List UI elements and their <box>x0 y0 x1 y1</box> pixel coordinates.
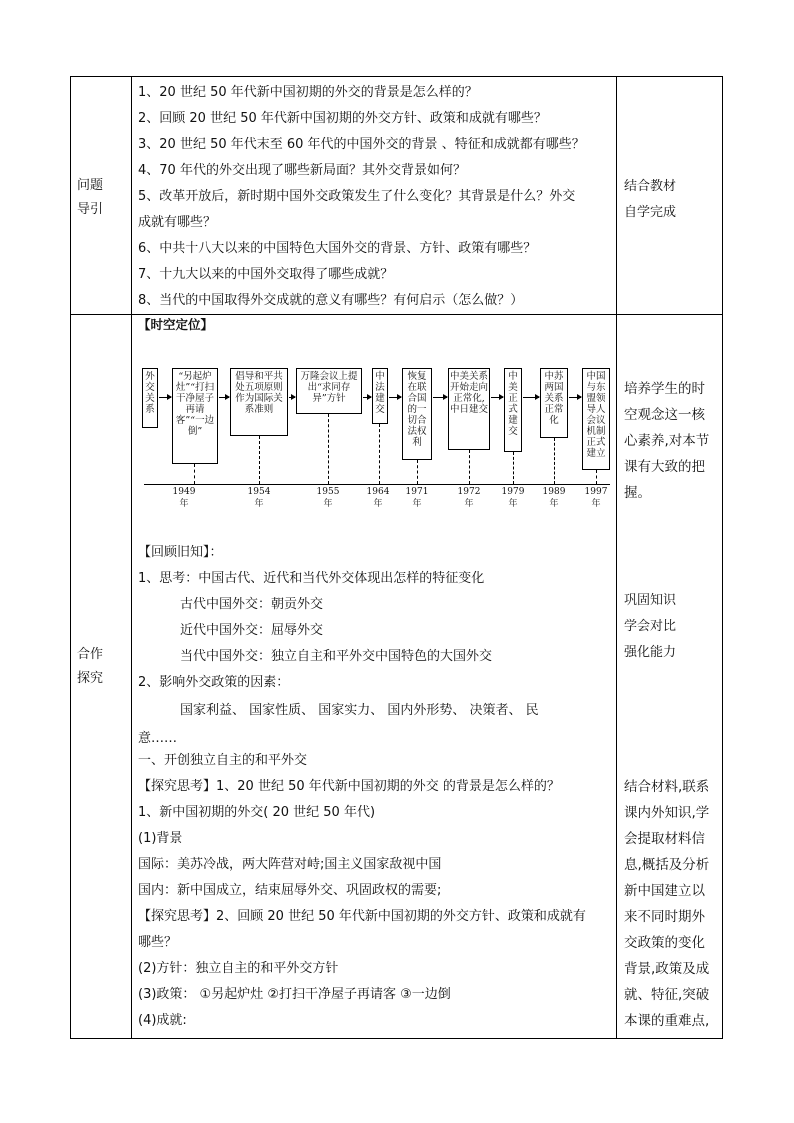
timeline-year-suffix: 年 <box>373 499 383 509</box>
table-border-right <box>722 76 723 1039</box>
timeline-connector <box>379 424 380 484</box>
section-one-line: (4)成就: <box>138 1013 187 1028</box>
table-border-col1 <box>131 76 132 1039</box>
timeline-arrow <box>569 397 581 398</box>
timeline-note-line: 空观念这一核 <box>624 407 705 423</box>
timeline-diagram <box>138 340 612 520</box>
timeline-connector <box>417 460 418 484</box>
review-line: 1、思考：中国古代、近代和当代外交体现出怎样的特征变化 <box>138 571 485 586</box>
timeline-connector <box>328 414 329 484</box>
guide-note-line: 自学完成 <box>624 205 677 220</box>
timeline-event-text: 中苏两国关系正常化 <box>544 371 564 426</box>
section-one <box>138 748 586 1034</box>
section-one-line: (1)背景 <box>138 831 183 846</box>
section-note-line: 来不同时期外 <box>624 909 705 925</box>
timeline-year-label <box>495 486 531 510</box>
timeline-event-text: 倡导和平共处五项原则作为国际关系准则 <box>235 371 283 415</box>
section-note-line: 背景,政策及成 <box>624 961 710 977</box>
timeline-event-box <box>372 368 388 424</box>
guide-question: 1、20 世纪 50 年代新中国初期的外交的背景是怎么样的？ <box>138 85 478 100</box>
timeline-heading: 【时空定位】 <box>138 317 214 332</box>
review-note-line: 学会对比 <box>624 619 677 634</box>
timeline-arrow <box>523 397 539 398</box>
timeline-event-text: 中国与东盟领导人会议机制正式建立 <box>586 371 606 459</box>
guide-note-line: 结合教材 <box>624 179 677 194</box>
timeline-note-line: 握。 <box>624 485 651 501</box>
timeline-connector <box>554 438 555 484</box>
section-note-line: 会提取材料信 <box>624 831 705 847</box>
timeline-arrow <box>289 397 295 398</box>
review-line: 意…… <box>138 731 178 746</box>
timeline-year: 1989 <box>542 487 566 497</box>
guide-question: 7、十九大以来的中国外交取得了哪些成就？ <box>138 267 394 282</box>
section-one-line: 一、开创独立自主的和平外交 <box>138 753 308 768</box>
timeline-year-suffix: 年 <box>254 499 264 509</box>
review-line: 2、影响外交政策的因素： <box>138 675 290 690</box>
timeline-event-box <box>504 368 522 452</box>
row-label-guide-line: 导引 <box>77 202 104 217</box>
timeline-year-label <box>578 486 614 510</box>
section-note-line: 本课的重难点, <box>624 1013 710 1029</box>
timeline-event-text: 万隆会议上提出“求同存异”方针 <box>300 371 358 404</box>
review-line: 当代中国外交：独立自主和平外交中国特色的大国外交 <box>180 649 493 664</box>
timeline-arrow <box>159 397 171 398</box>
guide-note <box>624 174 676 226</box>
timeline-year: 1949 <box>172 487 196 497</box>
timeline-year-suffix: 年 <box>591 499 601 509</box>
timeline-event-text: 中法建交 <box>375 371 385 415</box>
timeline-connector <box>259 436 260 484</box>
section-note-line: 交政策的变化 <box>624 935 705 951</box>
section-one-line: 【探究思考】2、回顾 20 世纪 50 年代新中国初期的外交方针、政策和成就有 <box>138 909 586 924</box>
timeline-year-suffix: 年 <box>464 499 474 509</box>
section-note-line: 课内外知识,学 <box>624 805 710 821</box>
timeline-year-label <box>399 486 435 510</box>
timeline-connector <box>513 452 514 484</box>
timeline-year-suffix: 年 <box>412 499 422 509</box>
review-line: 古代中国外交：朝贡外交 <box>180 597 324 612</box>
timeline-year: 1954 <box>247 487 271 497</box>
timeline-year-label <box>360 486 396 510</box>
timeline-event-text: “另起炉灶”“打扫干净屋子再请客”“一边倒” <box>175 371 215 437</box>
timeline-event-text: 外交关系 <box>145 371 155 415</box>
timeline-year-suffix: 年 <box>179 499 189 509</box>
section-note-line: 息,概括及分析 <box>624 857 710 873</box>
row-label-explore-line: 合作 <box>77 647 104 662</box>
timeline-event-box <box>230 368 288 436</box>
review-heading: 【回顾旧知】： <box>138 545 223 560</box>
table-border-top <box>70 76 723 77</box>
timeline-event-text: 中美关系开始走向正常化,中日建交 <box>450 371 489 415</box>
review-line: 近代中国外交：屈辱外交 <box>180 623 324 638</box>
timeline-arrow <box>389 397 401 398</box>
timeline-year-suffix: 年 <box>508 499 518 509</box>
timeline-arrow <box>491 397 503 398</box>
timeline-note-line: 培养学生的时 <box>624 381 705 397</box>
section-one-line: (2)方针：独立自主的和平外交方针 <box>138 961 339 976</box>
table-border-bottom <box>70 1038 723 1039</box>
section-one-note <box>624 774 709 1034</box>
section-note-line: 就、特征,突破 <box>624 987 710 1003</box>
row-label-explore <box>77 643 103 691</box>
timeline-note-line: 课有大致的把 <box>624 459 705 475</box>
section-one-line: 【探究思考】1、20 世纪 50 年代新中国初期的外交 的背景是怎么样的？ <box>138 779 560 794</box>
timeline-year: 1971 <box>405 487 429 497</box>
timeline-year: 1955 <box>316 487 340 497</box>
timeline-event-box <box>582 368 610 470</box>
timeline-event-text: 恢复在联合国的一切合法权利 <box>407 371 427 448</box>
review-note <box>624 588 676 666</box>
section-one-line: 1、新中国初期的外交( 20 世纪 50 年代) <box>138 805 376 820</box>
section-note-line: 新中国建立以 <box>624 883 705 899</box>
review-note-line: 强化能力 <box>624 645 677 660</box>
guide-question: 4、70 年代的外交出现了哪些新局面？其外交背景如何？ <box>138 163 466 178</box>
timeline-event-box <box>142 368 158 428</box>
timeline-event-text: 中美正式建交 <box>508 371 518 437</box>
section-one-line: 国内：新中国成立，结束屈辱外交、巩固政权的需要; <box>138 883 442 898</box>
timeline-arrow <box>363 397 371 398</box>
guide-question-list <box>138 80 585 314</box>
timeline-year-label <box>166 486 202 510</box>
timeline-note <box>624 376 709 506</box>
table-border-col2 <box>616 76 617 1039</box>
guide-question: 成就有哪些？ <box>138 215 217 230</box>
timeline-year-suffix: 年 <box>323 499 333 509</box>
timeline-arrow <box>219 397 229 398</box>
timeline-year-suffix: 年 <box>549 499 559 509</box>
timeline-event-box <box>296 368 362 414</box>
row-label-explore-line: 探究 <box>77 671 104 686</box>
guide-question: 5、改革开放后，新时期中国外交政策发生了什么变化？其背景是什么？外交 <box>138 189 576 204</box>
section-note-line: 结合材料,联系 <box>624 779 710 795</box>
timeline-axis <box>144 484 610 485</box>
timeline-year: 1972 <box>457 487 481 497</box>
timeline-arrow <box>433 397 447 398</box>
timeline-connector <box>469 450 470 484</box>
timeline-connector <box>194 464 195 484</box>
guide-question: 8、当代的中国取得外交成就的意义有哪些？有何启示（怎么做？） <box>138 293 524 308</box>
review-section <box>138 540 539 752</box>
timeline-year: 1964 <box>366 487 390 497</box>
section-one-line: 国际：美苏冷战，两大阵营对峙;国主义国家敌视中国 <box>138 857 442 872</box>
guide-question: 3、20 世纪 50 年代末至 60 年代的中国外交的背景 、特征和成就都有哪些？ <box>138 137 585 152</box>
timeline-year: 1997 <box>584 487 608 497</box>
timeline-note-line: 心素养,对本节 <box>624 433 710 449</box>
row-label-guide-line: 问题 <box>77 178 104 193</box>
section-one-line: 哪些？ <box>138 935 178 950</box>
section-one-line: (3)政策： ①另起炉灶 ②打扫干净屋子再请客 ③一边倒 <box>138 987 451 1002</box>
timeline-event-box <box>540 368 568 438</box>
review-line: 国家利益、 国家性质、 国家实力、 国内外形势、 决策者、 民 <box>180 703 539 718</box>
review-note-line: 巩固知识 <box>624 593 677 608</box>
timeline-year: 1979 <box>501 487 525 497</box>
timeline-year-label <box>536 486 572 510</box>
row-label-guide <box>77 174 103 222</box>
table-border-left <box>70 76 71 1039</box>
timeline-event-box <box>448 368 490 450</box>
timeline-year-label <box>310 486 346 510</box>
timeline-event-box <box>172 368 218 464</box>
timeline-connector <box>596 470 597 484</box>
timeline-year-label <box>241 486 277 510</box>
guide-question: 6、中共十八大以来的中国特色大国外交的背景、方针、政策有哪些？ <box>138 241 537 256</box>
timeline-year-label <box>451 486 487 510</box>
timeline-event-box <box>402 368 432 460</box>
guide-question: 2、回顾 20 世纪 50 年代新中国初期的外交方针、政策和成就有哪些？ <box>138 111 547 126</box>
